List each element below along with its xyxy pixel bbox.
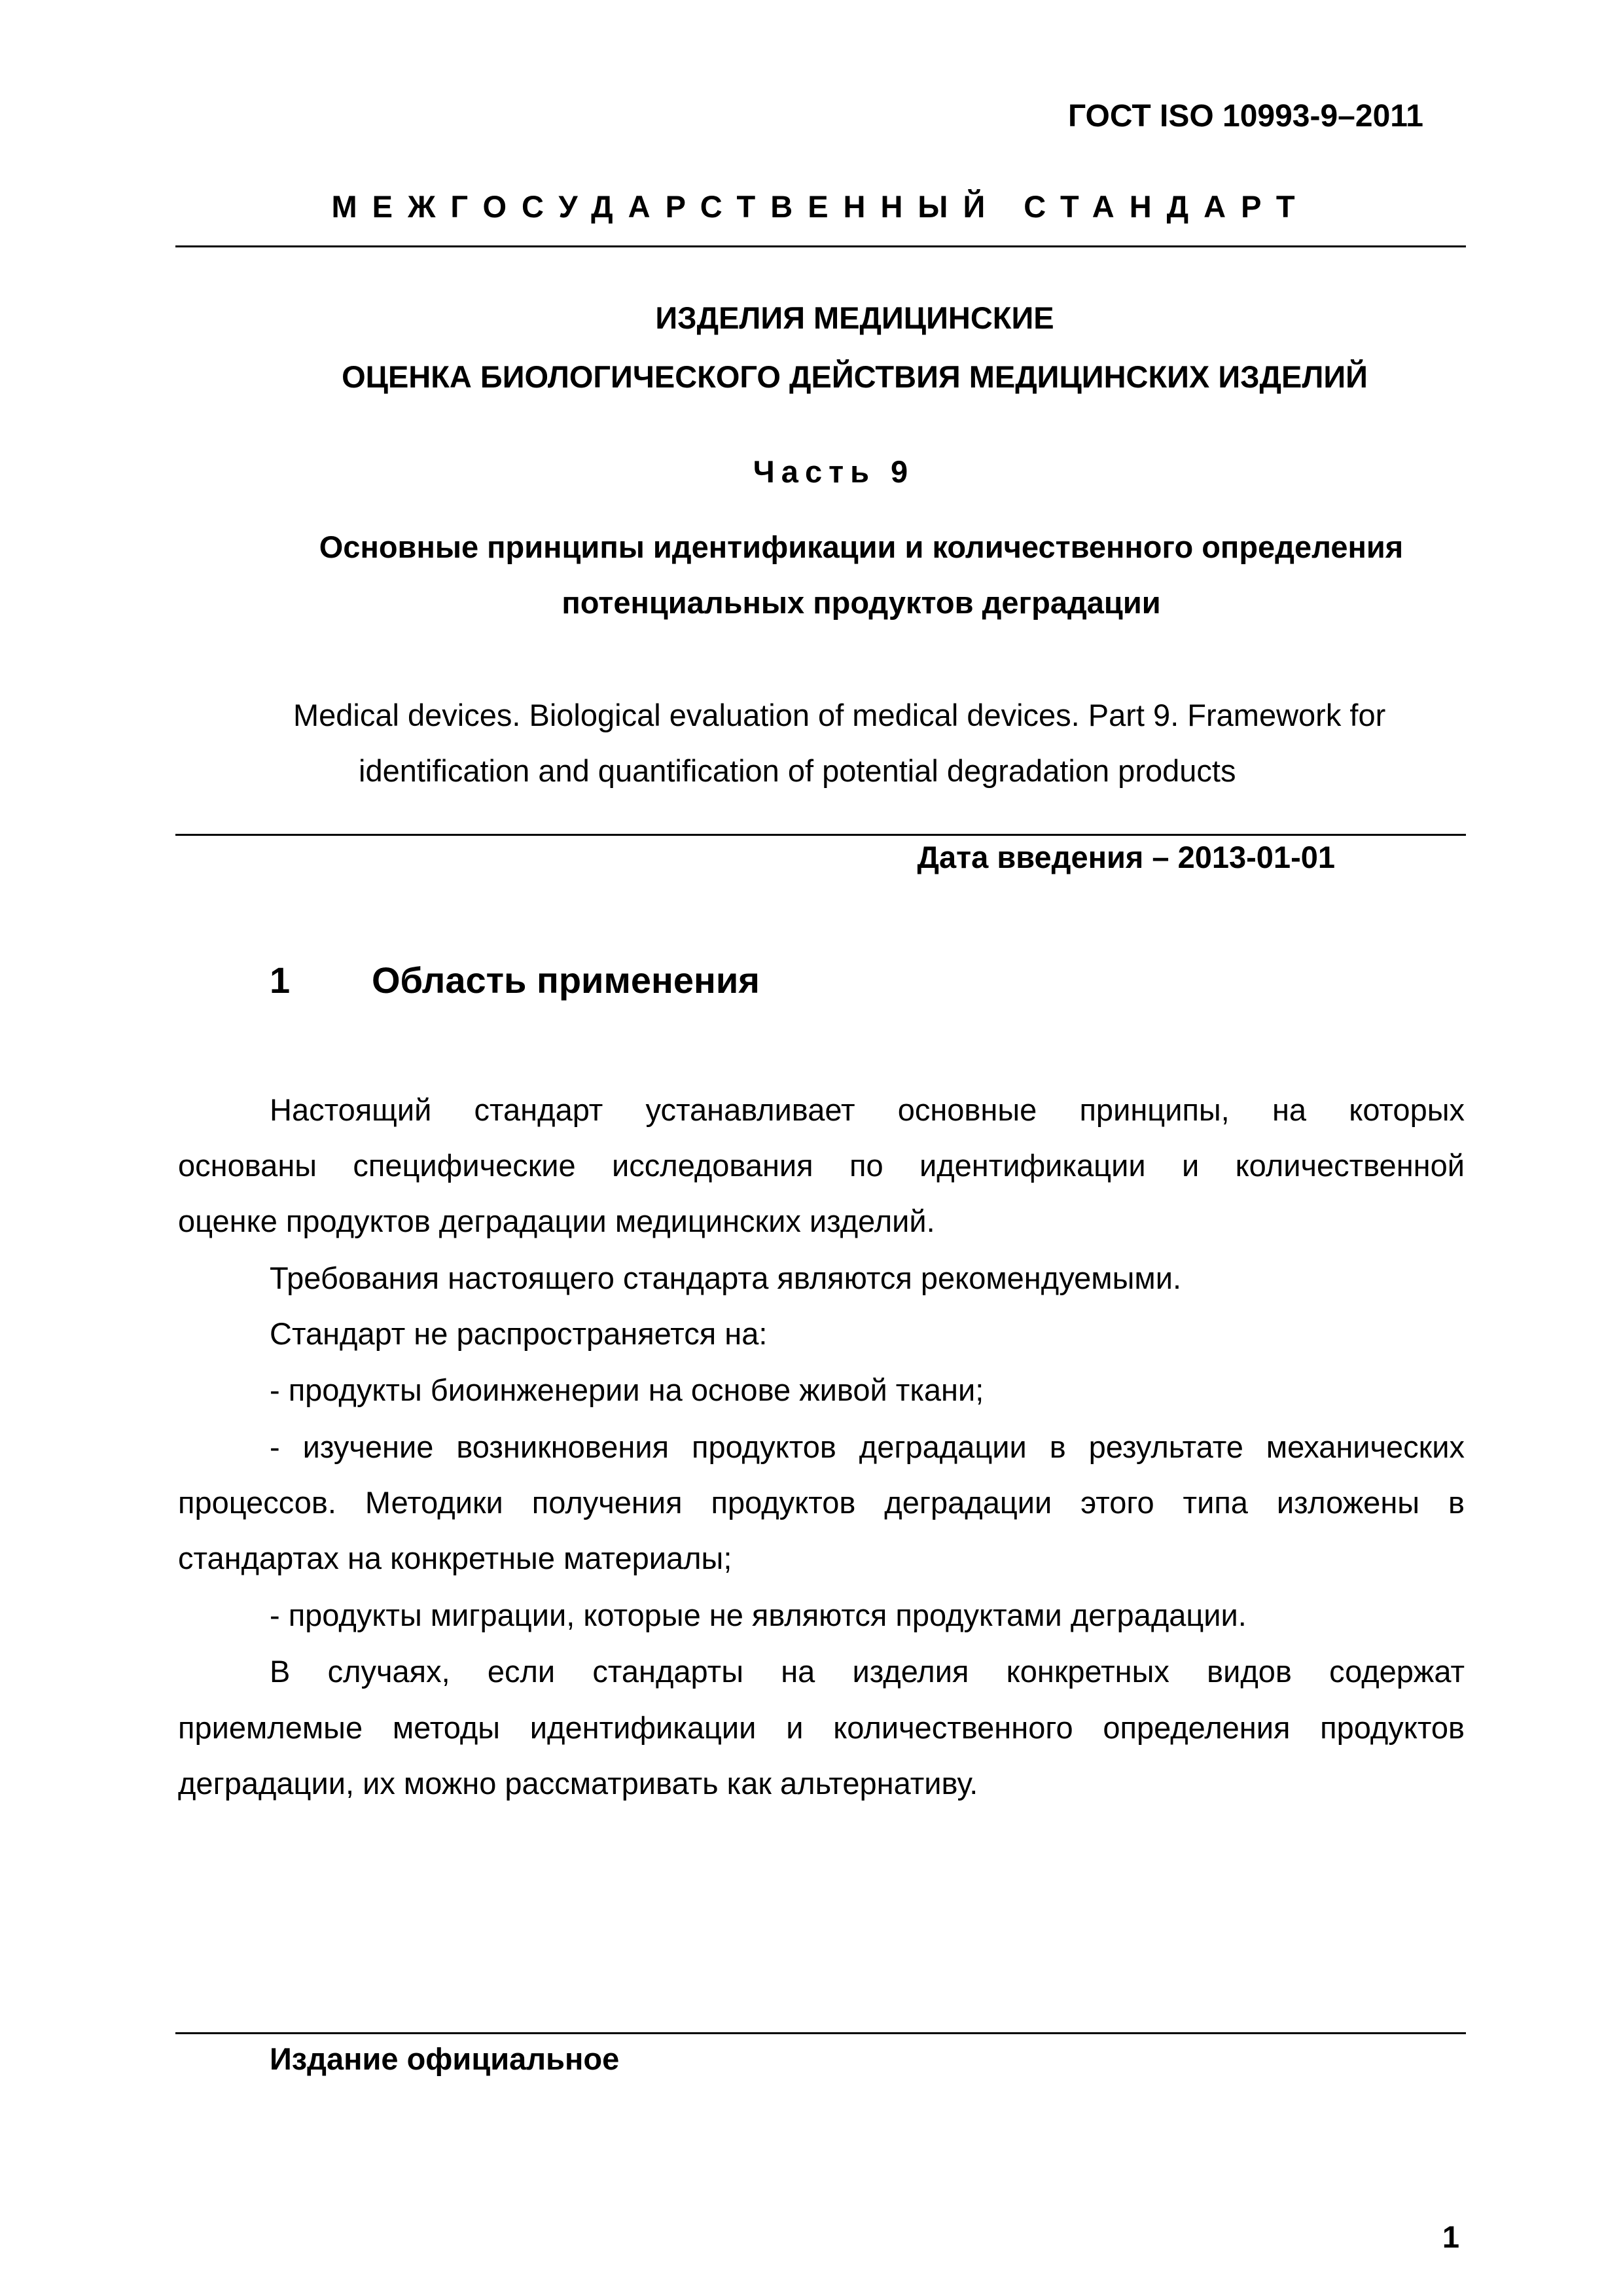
title-line-2: ОЦЕНКА БИОЛОГИЧЕСКОГО ДЕЙСТВИЯ МЕДИЦИНСКИХ ИЗДЕЛИЙ [342, 359, 1368, 394]
list-item: - изучение возникновения продуктов деградации в результате механических [270, 1429, 1465, 1464]
paragraph-line: процессов. Методики получения продуктов деградации этого типа изложены в [178, 1485, 1465, 1520]
paragraph-line: деградации, их можно рассматривать как альтернативу. [178, 1766, 978, 1801]
paragraph-line: оценке продуктов деградации медицинских изделий. [178, 1204, 935, 1238]
paragraph-line: В случаях, если стандарты на изделия конкретных видов содержат [270, 1654, 1465, 1689]
document-code: ГОСТ ISO 10993-9–2011 [1067, 99, 1423, 134]
paragraph-line: Настоящий стандарт устанавливает основные принципы, на которых [270, 1092, 1465, 1127]
paragraph-line: основаны специфические исследования по идентификации и количественной [178, 1148, 1465, 1183]
paragraph-line: стандартах на конкретные материалы; [178, 1541, 732, 1575]
paragraph-line: Требования настоящего стандарта являются рекомендуемыми. [270, 1261, 1182, 1295]
page-number: 1 [1442, 2219, 1459, 2254]
subtitle-line-2: потенциальных продуктов деградации [562, 585, 1161, 620]
standard-type-heading: МЕЖГОСУДАРСТВЕННЫЙ СТАНДАРТ [331, 189, 1310, 224]
section-title: Область применения [372, 960, 760, 1001]
list-item: - продукты миграции, которые не являются продуктами деградации. [270, 1598, 1247, 1632]
official-edition-label: Издание официальное [270, 2041, 620, 2076]
paragraph-line: Стандарт не распространяется на: [270, 1316, 768, 1351]
list-item: - продукты биоинженерии на основе живой ткани; [270, 1372, 984, 1407]
date-divider [175, 834, 1466, 836]
english-title-line-1: Medical devices. Biological evaluation of medical devices. Part 9. Framework for [293, 698, 1386, 732]
part-label: Часть 9 [753, 454, 915, 489]
paragraph-line: приемлемые методы идентификации и количественного определения продуктов [178, 1710, 1465, 1745]
title-line-1: ИЗДЕЛИЯ МЕДИЦИНСКИЕ [655, 300, 1054, 335]
bottom-divider [175, 2032, 1466, 2034]
top-divider [175, 245, 1466, 247]
subtitle-line-1: Основные принципы идентификации и количественного определения [319, 529, 1404, 564]
section-number: 1 [270, 960, 291, 1001]
introduction-date: Дата введения – 2013-01-01 [917, 840, 1335, 874]
english-title-line-2: identification and quantification of potential degradation products [359, 753, 1236, 788]
